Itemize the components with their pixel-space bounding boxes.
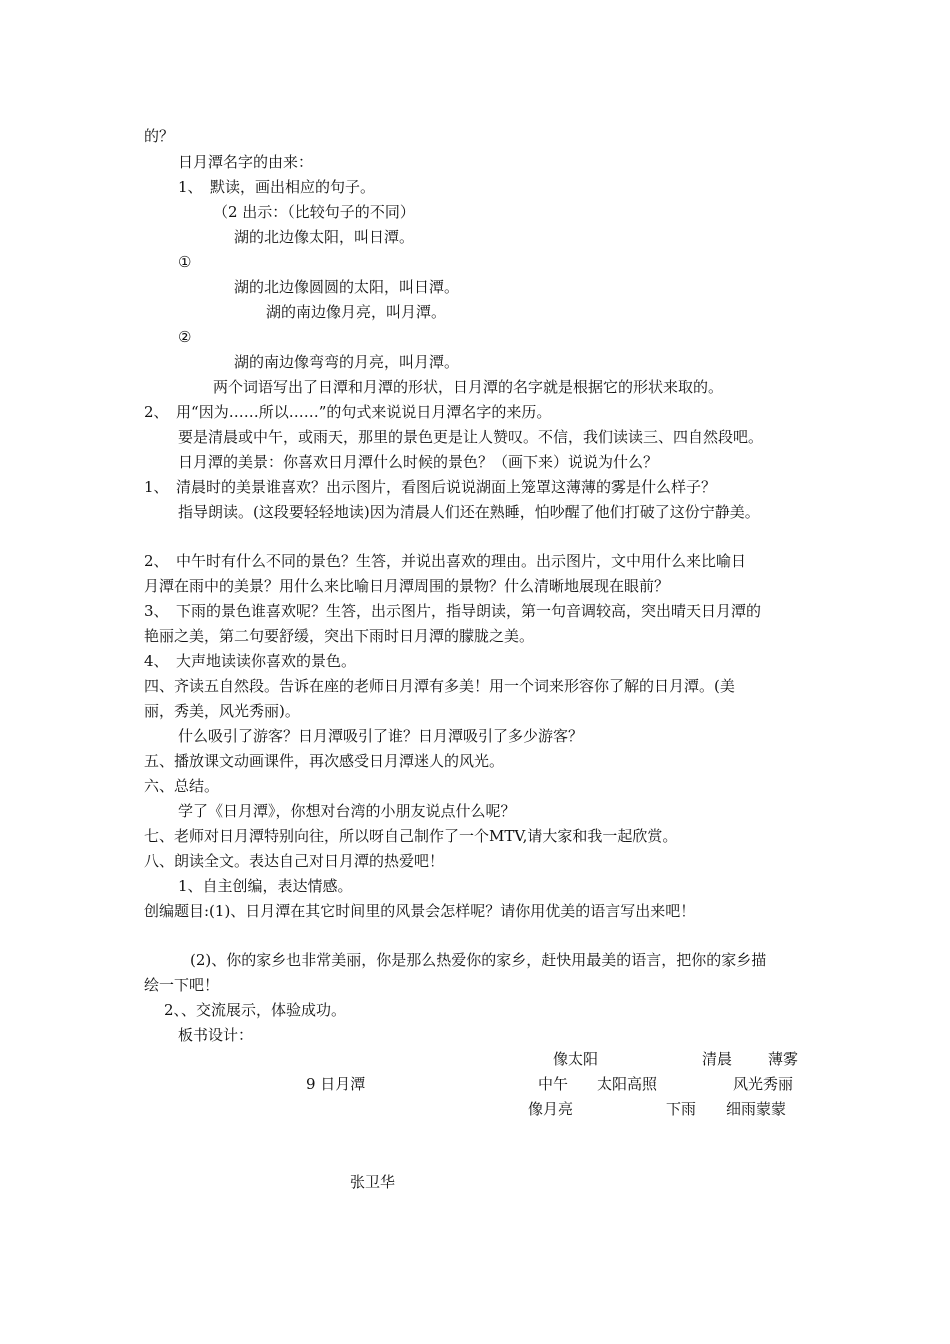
board-moon: 像月亮 (528, 1100, 574, 1118)
circled-number: ① (178, 253, 192, 271)
board-scenery: 风光秀丽 (733, 1075, 794, 1093)
section-heading: 四、齐读五自然段。告诉在座的老师日月潭有多美！用一个词来形容你了解的日月潭。(美 (144, 677, 735, 695)
text-line: （2 出示：（比较句子的不同） (213, 203, 415, 221)
example-sentence: 湖的北边像圆圆的太阳，叫日潭。 (234, 278, 460, 296)
text-line: (2)、你的家乡也非常美丽，你是那么热爱你的家乡，赶快用最美的语言，把你的家乡描 (190, 951, 767, 969)
board-drizzle: 细雨蒙蒙 (726, 1100, 787, 1118)
section-heading: 七、老师对日月潭特别向往，所以呀自己制作了一个MTV,请大家和我一起欣赏。 (144, 827, 678, 845)
text-line: 学了《日月潭》，你想对台湾的小朋友说点什么呢？ (178, 802, 516, 820)
list-item: 4、 大声地读读你喜欢的景色。 (144, 652, 357, 670)
section-heading: 日月潭名字的由来： (178, 153, 314, 171)
section-heading: 六、总结。 (144, 777, 220, 795)
board-noon-desc: 太阳高照 (597, 1075, 658, 1093)
board-noon: 中午 (538, 1075, 569, 1093)
section-heading: 五、播放课文动画课件，再次感受日月潭迷人的风光。 (144, 752, 505, 770)
board-sun: 像太阳 (553, 1050, 599, 1068)
text-line: 艳丽之美，第二句要舒缓，突出下雨时日月潭的朦胧之美。 (144, 627, 535, 645)
board-morning: 清晨 (702, 1050, 733, 1068)
text-line: 丽，秀美，风光秀丽)。 (144, 702, 300, 720)
board-mist: 薄雾 (768, 1050, 799, 1068)
board-title: 9 日月潭 (306, 1075, 366, 1093)
list-item: 1、 默读，画出相应的句子。 (178, 178, 376, 196)
list-item: 2、 中午时有什么不同的景色？生答，并说出喜欢的理由。出示图片，文中用什么来比喻日 (144, 552, 747, 570)
section-heading: 日月潭的美景：你喜欢日月潭什么时候的景色？（画下来）说说为什么？ (178, 453, 659, 471)
text-line: 的？ (144, 127, 175, 145)
list-item: 1、自主创编，表达情感。 (178, 877, 353, 895)
text-line: 创编题目:(1)、日月潭在其它时间里的风景会怎样呢？请你用优美的语言写出来吧！ (144, 902, 696, 920)
list-item: 3、 下雨的景色谁喜欢呢？生答，出示图片，指导朗读，第一句音调较高，突出晴天日月潭的 (144, 602, 762, 620)
list-item: 2、 用“因为……所以……”的句式来说说日月潭名字的来历。 (144, 403, 552, 421)
example-sentence: 湖的南边像弯弯的月亮，叫月潭。 (234, 353, 460, 371)
text-line: 要是清晨或中午，或雨天，那里的景色更是让人赞叹。不信，我们读读三、四自然段吧。 (178, 428, 764, 446)
text-line: 月潭在雨中的美景？用什么来比喻日月潭周围的景物？什么清晰地展现在眼前？ (144, 577, 670, 595)
text-line: 指导朗读。(这段要轻轻地读)因为清晨人们还在熟睡，怕吵醒了他们打破了这份宁静美。 (178, 503, 760, 521)
text-line: 绘一下吧！ (144, 976, 220, 994)
section-heading: 板书设计： (178, 1026, 254, 1044)
section-heading: 八、朗读全文。表达自己对日月潭的热爱吧！ (144, 852, 445, 870)
circled-number: ② (178, 328, 192, 346)
list-item: 2、、交流展示，体验成功。 (164, 1001, 347, 1019)
author-name: 张卫华 (350, 1173, 396, 1191)
example-sentence: 湖的北边像太阳，叫日潭。 (234, 228, 415, 246)
list-item: 1、 清晨时的美景谁喜欢？出示图片，看图后说说湖面上笼罩这薄薄的雾是什么样子？ (144, 478, 717, 496)
text-line: 什么吸引了游客？日月潭吸引了谁？日月潭吸引了多少游客？ (178, 727, 584, 745)
example-sentence: 湖的南边像月亮，叫月潭。 (266, 303, 447, 321)
text-line: 两个词语写出了日潭和月潭的形状，日月潭的名字就是根据它的形状来取的。 (213, 378, 724, 396)
board-rain: 下雨 (666, 1100, 697, 1118)
